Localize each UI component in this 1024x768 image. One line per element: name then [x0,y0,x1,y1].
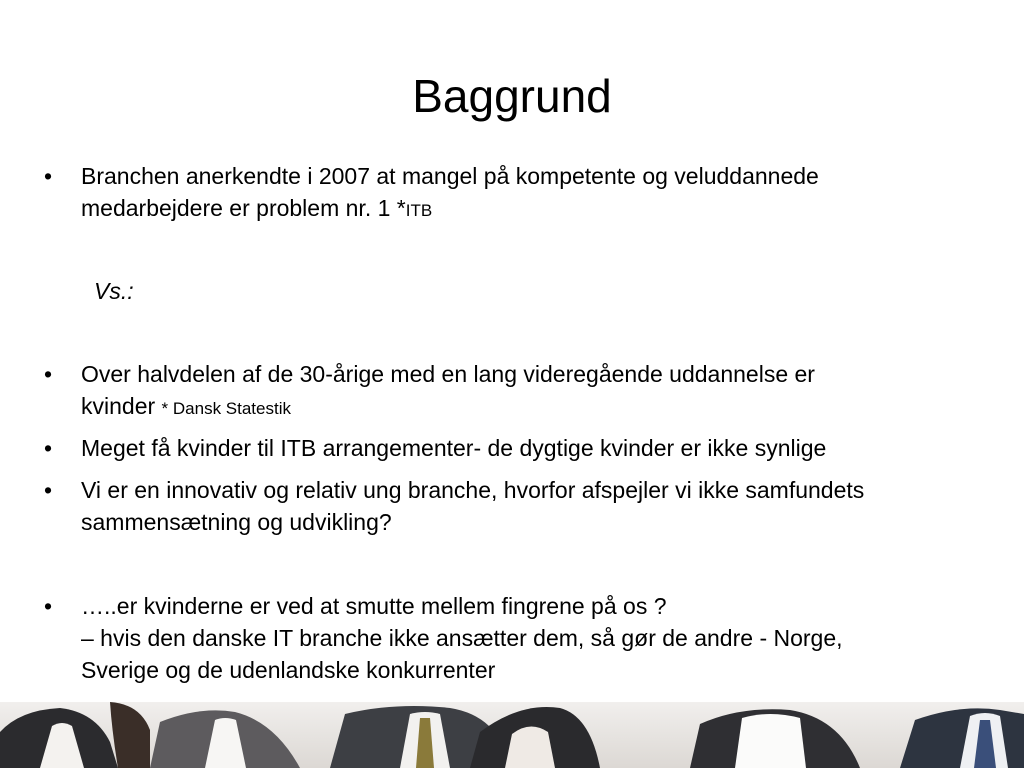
bullet-5-line-2: – hvis den danske IT branche ikke ansætter dem, så gør de andre - Norge, [81,625,843,651]
bullet-5-line-1: …..er kvinderne er ved at smutte mellem fingrene på os ? [81,593,667,619]
people-silhouettes [0,702,1024,768]
bullet-5-line-3: Sverige og de udenlandske konkurrenter [81,657,496,683]
bullet-marker: • [44,593,53,619]
bullet-2-line-1: Over halvdelen af de 30-årige med en lang videregående uddannelse er [81,361,815,387]
bullet-3-line-1: Meget få kvinder til ITB arrangementer- de dygtige kvinder er ikke synlige [81,435,827,461]
bullet-4-line-1: Vi er en innovativ og relativ ung branche, hvorfor afspejler vi ikke samfundets [81,477,865,503]
bullet-2-source-note: * Dansk Statestik [161,399,291,418]
bullet-1-source-note: ITB [405,201,433,220]
bullet-marker: • [44,361,53,387]
slide-title: Baggrund [412,70,612,122]
bullet-4-line-2: sammensætning og udvikling? [81,509,392,535]
bullet-1-line-2: medarbejdere er problem nr. 1 * [81,195,406,221]
bullet-marker: • [44,477,53,503]
bullet-marker: • [44,435,53,461]
bullet-2-line-2: kvinder [81,393,162,419]
bullet-marker: • [44,163,53,189]
bullet-1-line-1: Branchen anerkendte i 2007 at mangel på kompetente og veluddannede [81,163,819,189]
business-people-photo [0,702,1024,768]
vs-label: Vs.: [94,278,134,304]
